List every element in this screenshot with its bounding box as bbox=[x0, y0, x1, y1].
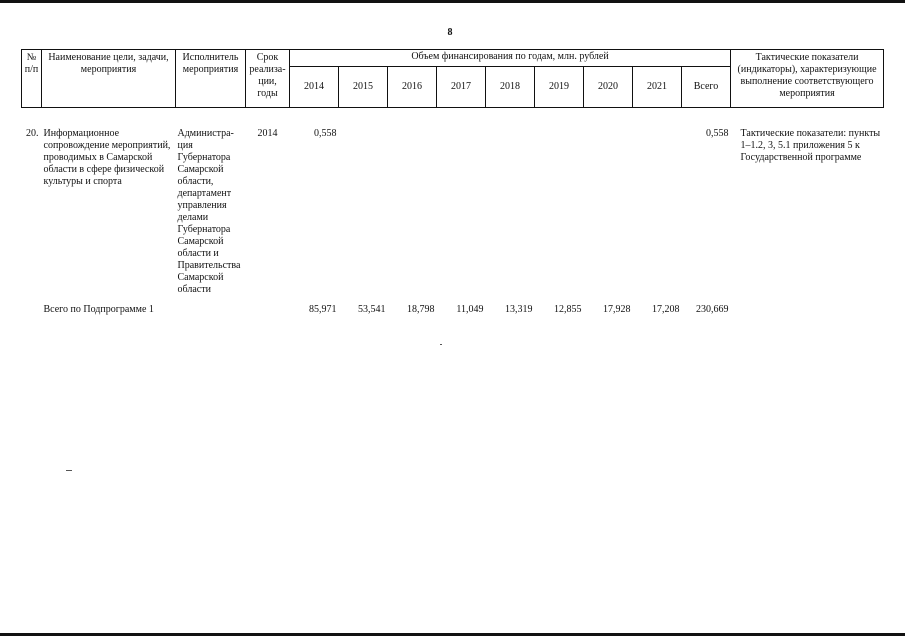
header-indicators: Тактические показатели (индикаторы), характеризующие выполнение соответствующего мероприятия bbox=[731, 50, 884, 108]
header-year-total: Всего bbox=[682, 67, 731, 108]
total-value: 13,319 bbox=[505, 304, 533, 315]
page-number: 8 bbox=[447, 27, 453, 38]
header-name: Наименование цели, задачи, мероприятия bbox=[42, 50, 176, 108]
total-value: 11,049 bbox=[456, 304, 484, 315]
row-value: 0,558 bbox=[314, 128, 337, 139]
header-year: 2017 bbox=[437, 67, 486, 108]
header-year: 2014 bbox=[290, 67, 339, 108]
bottom-border-rule bbox=[0, 633, 905, 636]
total-value: 17,928 bbox=[603, 304, 631, 315]
header-year: 2016 bbox=[388, 67, 437, 108]
header-year: 2021 bbox=[633, 67, 682, 108]
row-value bbox=[437, 124, 486, 300]
row-value-total: 0,558 bbox=[706, 128, 729, 139]
total-value: 53,541 bbox=[358, 304, 386, 315]
row-term: 2014 bbox=[257, 128, 278, 139]
row-executor: Администра-ция Губернатора Самарской области, департамент управления делами Губернатора Самарской области и Правительства Самарской области bbox=[177, 128, 241, 295]
row-value bbox=[633, 124, 682, 300]
row-indicators: Тактические показатели: пункты 1–1.2, 3, 5.1 приложения 5 к Государственной программе bbox=[740, 128, 881, 163]
total-value: 18,798 bbox=[407, 304, 435, 315]
total-value: 12,855 bbox=[554, 304, 582, 315]
header-financing: Объем финансирования по годам, млн. рублей bbox=[290, 50, 731, 67]
row-value bbox=[339, 124, 388, 300]
scan-speck bbox=[440, 344, 442, 345]
total-value: 17,208 bbox=[652, 304, 680, 315]
row-name: Информационное сопровождение мероприятий, проводимых в Самарской области в сфере физической культуры и спорта bbox=[43, 128, 171, 187]
scan-speck bbox=[66, 470, 72, 471]
total-row bbox=[22, 300, 884, 320]
financing-table bbox=[21, 49, 884, 320]
row-value bbox=[486, 124, 535, 300]
total-value: 85,971 bbox=[309, 304, 337, 315]
header-year: 2015 bbox=[339, 67, 388, 108]
table-row bbox=[22, 124, 884, 300]
row-value bbox=[388, 124, 437, 300]
header-term: Срок реализа-ции, годы bbox=[246, 50, 290, 108]
header-year: 2020 bbox=[584, 67, 633, 108]
total-value-sum: 230,669 bbox=[696, 304, 729, 315]
header-row-top bbox=[22, 50, 884, 67]
header-no: № п/п bbox=[22, 50, 42, 108]
header-executor: Исполнитель мероприятия bbox=[176, 50, 246, 108]
total-label: Всего по Подпрограмме 1 bbox=[43, 304, 154, 315]
header-year: 2018 bbox=[486, 67, 535, 108]
row-value bbox=[535, 124, 584, 300]
top-border-rule bbox=[0, 0, 905, 3]
header-year: 2019 bbox=[535, 67, 584, 108]
row-value bbox=[584, 124, 633, 300]
row-number: 20. bbox=[26, 128, 39, 139]
table-spacer bbox=[22, 108, 884, 125]
